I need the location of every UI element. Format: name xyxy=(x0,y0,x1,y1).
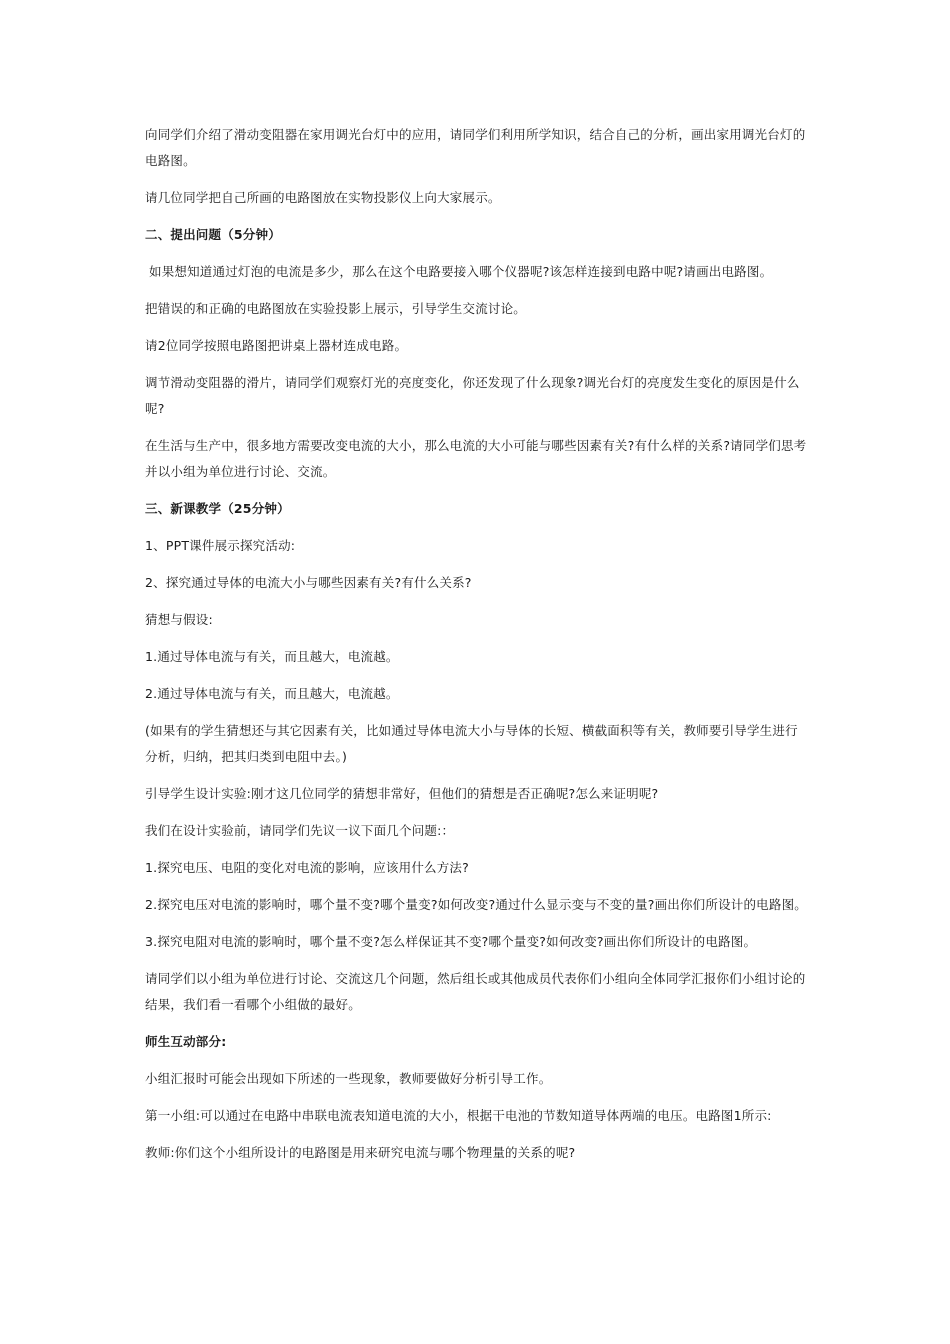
paragraph-group-discussion: 请同学们以小组为单位进行讨论、交流这几个问题，然后组长或其他成员代表你们小组向全体同学汇报你们小组讨论的结果，我们看一看哪个小组做的最好。 xyxy=(145,971,806,1012)
paragraph-group-report: 小组汇报时可能会出现如下所述的一些现象，教师要做好分析引导工作。 xyxy=(145,1071,552,1086)
paragraph-first-group: 第一小组:可以通过在电路中串联电流表知道电流的大小，根据干电池的节数知道导体两端的电压。电路图1所示: xyxy=(145,1108,772,1123)
paragraph-question-3: 3.探究电阻对电流的影响时，哪个量不变?怎么样保证其不变?哪个量变?如何改变?画出你们所设计的电路图。 xyxy=(145,934,757,949)
paragraph-question-2: 2.探究电压对电流的影响时，哪个量不变?哪个量变?如何改变?通过什么显示变与不变的量?画出你们所设计的电路图。 xyxy=(145,897,807,912)
paragraph-other-factors: (如果有的学生猜想还与其它因素有关，比如通过导体电流大小与导体的长短、横截面积等有关，教师要引导学生进行分析，归纳，把其归类到电阻中去。) xyxy=(145,723,798,764)
paragraph-display-diagrams: 把错误的和正确的电路图放在实验投影上展示，引导学生交流讨论。 xyxy=(145,301,527,316)
paragraph-adjust-rheostat: 调节滑动变阻器的滑片，请同学们观察灯光的亮度变化，你还发现了什么现象?调光台灯的亮度发生变化的原因是什么呢? xyxy=(145,375,800,416)
section-heading-questions: 二、提出问题（5分钟） xyxy=(145,227,281,242)
paragraph-intro-lamp: 向同学们介绍了滑动变阻器在家用调光台灯中的应用，请同学们利用所学知识，结合自己的分析，画出家用调光台灯的电路图。 xyxy=(145,127,806,168)
paragraph-current-factors: 在生活与生产中，很多地方需要改变电流的大小，那么电流的大小可能与哪些因素有关?有什么样的关系?请同学们思考并以小组为单位进行讨论、交流。 xyxy=(145,438,807,479)
paragraph-question-1: 1.探究电压、电阻的变化对电流的影响，应该用什么方法? xyxy=(145,860,469,875)
paragraph-ammeter-question: 如果想知道通过灯泡的电流是多少，那么在这个电路要接入哪个仪器呢?该怎样连接到电路中呢?请画出电路图。 xyxy=(149,264,773,279)
paragraph-teacher-question: 教师:你们这个小组所设计的电路图是用来研究电流与哪个物理量的关系的呢? xyxy=(145,1145,576,1160)
paragraph-show-diagrams: 请几位同学把自己所画的电路图放在实物投影仪上向大家展示。 xyxy=(145,190,501,205)
document-page xyxy=(145,122,807,1177)
paragraph-hypothesis-2: 2.通过导体电流与有关，而且越大，电流越。 xyxy=(145,686,399,701)
paragraph-connect-circuit: 请2位同学按照电路图把讲桌上器材连成电路。 xyxy=(145,338,408,353)
paragraph-design-experiment: 引导学生设计实验:刚才这几位同学的猜想非常好，但他们的猜想是否正确呢?怎么来证明呢? xyxy=(145,786,659,801)
paragraph-discuss-questions: 我们在设计实验前，请同学们先议一议下面几个问题:： xyxy=(145,823,455,838)
paragraph-hypothesis-1: 1.通过导体电流与有关，而且越大，电流越。 xyxy=(145,649,399,664)
paragraph-explore-current: 2、探究通过导体的电流大小与哪些因素有关?有什么关系? xyxy=(145,575,472,590)
section-heading-new-lesson: 三、新课教学（25分钟） xyxy=(145,501,290,516)
paragraph-hypothesis-label: 猜想与假设: xyxy=(145,612,213,627)
paragraph-ppt-activity: 1、PPT课件展示探究活动: xyxy=(145,538,296,553)
section-heading-interaction: 师生互动部分: xyxy=(145,1034,227,1049)
